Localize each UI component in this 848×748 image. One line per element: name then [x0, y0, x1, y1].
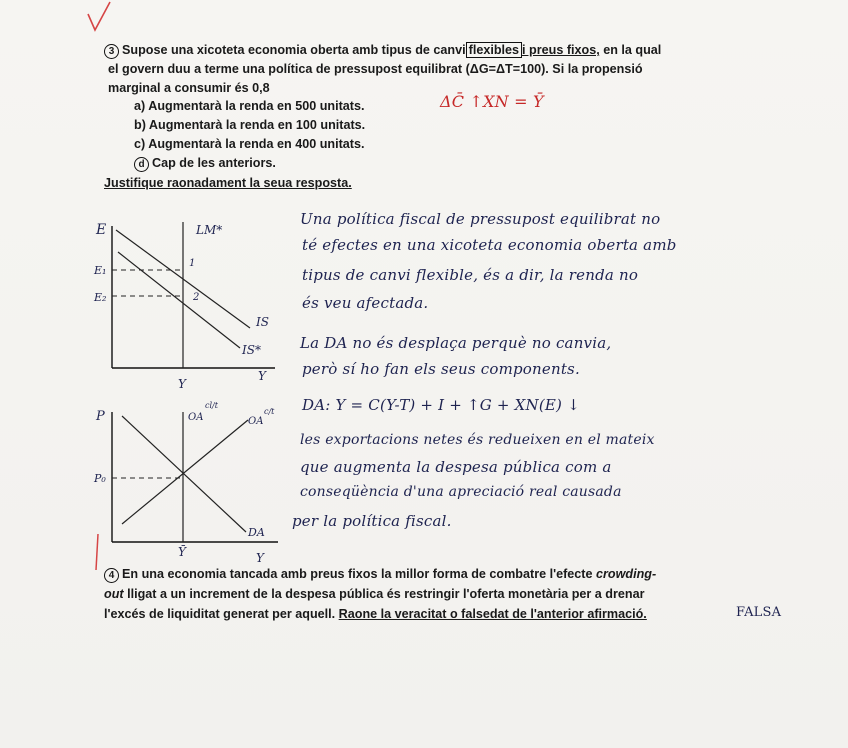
q4-number: 4	[104, 568, 119, 583]
graph1-label-is: IS	[256, 315, 269, 329]
q3-line1: 3 Supose una xicoteta economia oberta amb tipus de canvi flexibles i preus fixos, en la qual	[104, 42, 661, 59]
answer-line-1: Una política fiscal de pressupost equilibrat no	[300, 210, 661, 228]
graph1-point-2: 2	[193, 292, 200, 303]
q3-option-b: b) Augmentarà la renda en 100 unitats.	[134, 118, 366, 132]
answer-line-2: té efectes en una xicoteta economia oberta amb	[302, 236, 677, 254]
option-d-circled: d	[134, 157, 149, 172]
q3-justify-prompt: Justifique raonadament la seua resposta.	[104, 176, 352, 190]
graph2-label-oa-long-sup: cl/t	[205, 401, 218, 410]
graph-oa-da	[88, 394, 298, 568]
graph1-point-1: 1	[189, 258, 196, 269]
graph-is-lm	[90, 208, 290, 398]
flexibles-boxed: flexibles	[466, 42, 522, 58]
q3-line2: el govern duu a terme una política de pressupost equilibrat (ΔG=ΔT=100). Si la propensió	[108, 62, 643, 76]
graph2-label-y: Y	[256, 551, 264, 565]
red-check-mark	[84, 0, 114, 36]
q3-option-a: a) Augmentarà la renda en 500 unitats.	[134, 99, 365, 113]
graph1-label-is-star: IS*	[242, 343, 261, 357]
q4-line3: l'excés de liquiditat generat per aquell. Raone la veracitat o falsedat de l'anterior afirmació.	[104, 607, 647, 621]
q3-option-d: d Cap de les anteriors.	[134, 155, 276, 172]
answer-line-10: conseqüència d'una apreciació real causada	[300, 484, 622, 500]
q4-answer: FALSA	[736, 605, 782, 620]
red-note: ΔC̄ ↑XN = Ȳ	[440, 92, 544, 111]
graph2-label-oa-short: OA	[248, 416, 264, 427]
graph2-label-p: P	[96, 409, 105, 424]
graph1-label-e1: E₁	[94, 264, 107, 277]
graph2-da-curve	[122, 416, 246, 532]
answer-line-6: però sí ho fan els seus components.	[302, 360, 580, 378]
answer-line-11: per la política fiscal.	[292, 512, 452, 530]
q3-number: 3	[104, 44, 119, 59]
answer-line-7: DA: Y = C(Y-T) + I + ↑G + XN(E) ↓	[302, 396, 580, 414]
answer-line-5: La DA no és desplaça perquè no canvia,	[300, 334, 612, 352]
q4-line1: 4 En una economia tancada amb preus fixos la millor forma de combatre l'efecte crowding-	[104, 566, 656, 583]
graph1-label-x: Y	[258, 369, 266, 383]
graph2-label-oa-short-sup: c/t	[264, 407, 275, 416]
graph1-label-lm: LM*	[196, 223, 223, 237]
graph2-label-ybar: Ȳ	[178, 545, 186, 559]
answer-line-8: les exportacions netes és redueixen en el mateix	[300, 432, 655, 448]
q3-option-c: c) Augmentarà la renda en 400 unitats.	[134, 137, 365, 151]
graph2-label-da: DA	[248, 526, 265, 539]
graph2-label-p0: P₀	[94, 472, 106, 485]
graph1-is-star-curve	[118, 252, 240, 348]
graph2-oa-short-run	[122, 420, 248, 524]
answer-line-4: és veu afectada.	[302, 294, 429, 312]
q3-line3: marginal a consumir és 0,8	[108, 81, 270, 95]
graph1-label-e: E	[96, 222, 107, 238]
graph1-label-e2: E₂	[94, 291, 107, 304]
graph2-label-oa-long: OA	[188, 412, 204, 423]
q4-line2: out lligat a un increment de la despesa pública és restringir l'oferta monetària per a drenar	[104, 587, 645, 601]
graph1-label-y-below: Y	[178, 377, 186, 391]
answer-line-3: tipus de canvi flexible, és a dir, la renda no	[302, 266, 639, 284]
answer-line-9: que augmenta la despesa pública com a	[300, 458, 612, 476]
